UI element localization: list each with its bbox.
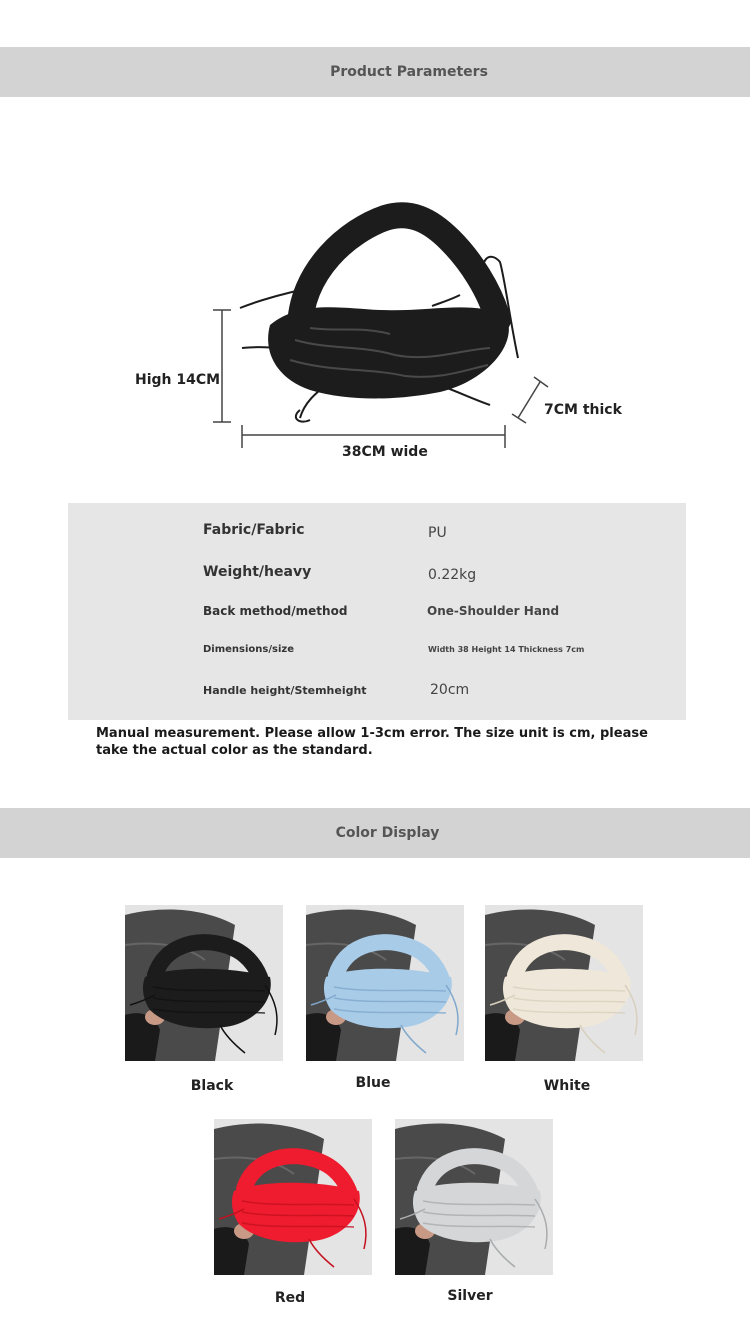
measurement-note: Manual measurement. Please allow 1-3cm error. The size unit is cm, please take the actual color as the standard.	[96, 726, 648, 758]
color-label: Blue	[355, 1075, 391, 1091]
section-title: Product Parameters	[330, 64, 488, 80]
param-value: Width 38 Height 14 Thickness 7cm	[428, 645, 585, 654]
color-label: Red	[274, 1290, 306, 1306]
section-banner-params	[0, 47, 750, 97]
color-label: Silver	[447, 1288, 493, 1304]
param-value: PU	[428, 525, 447, 541]
section-banner-colors	[0, 808, 750, 858]
color-swatch-blue[interactable]	[306, 905, 464, 1061]
bag-illustration	[0, 150, 750, 490]
param-key: Fabric/Fabric	[203, 522, 305, 538]
param-value: 20cm	[430, 682, 470, 698]
parameters-table	[68, 503, 686, 720]
bag-photo-icon	[395, 1119, 553, 1275]
color-label: Black	[190, 1078, 234, 1094]
color-swatch-red[interactable]	[214, 1119, 372, 1275]
bag-photo-icon	[306, 905, 464, 1061]
thick-label: 7CM thick	[544, 402, 622, 418]
color-swatch-black[interactable]	[125, 905, 283, 1061]
color-swatch-silver[interactable]	[395, 1119, 553, 1275]
color-swatch-white[interactable]	[485, 905, 643, 1061]
color-label: White	[543, 1078, 591, 1094]
param-key: Weight/heavy	[203, 564, 312, 580]
param-value: 0.22kg	[428, 567, 477, 583]
bag-photo-icon	[214, 1119, 372, 1275]
param-value: One-Shoulder Hand	[427, 604, 560, 618]
param-key: Dimensions/size	[203, 644, 295, 655]
param-key: Back method/method	[203, 604, 348, 618]
param-key: Handle height/Stemheight	[203, 684, 367, 697]
bag-photo-icon	[485, 905, 643, 1061]
section-title: Color Display	[335, 825, 440, 841]
bag-photo-icon	[125, 905, 283, 1061]
height-label: High 14CM	[135, 372, 221, 388]
dimension-diagram	[0, 150, 750, 490]
width-label: 38CM wide	[342, 444, 428, 460]
